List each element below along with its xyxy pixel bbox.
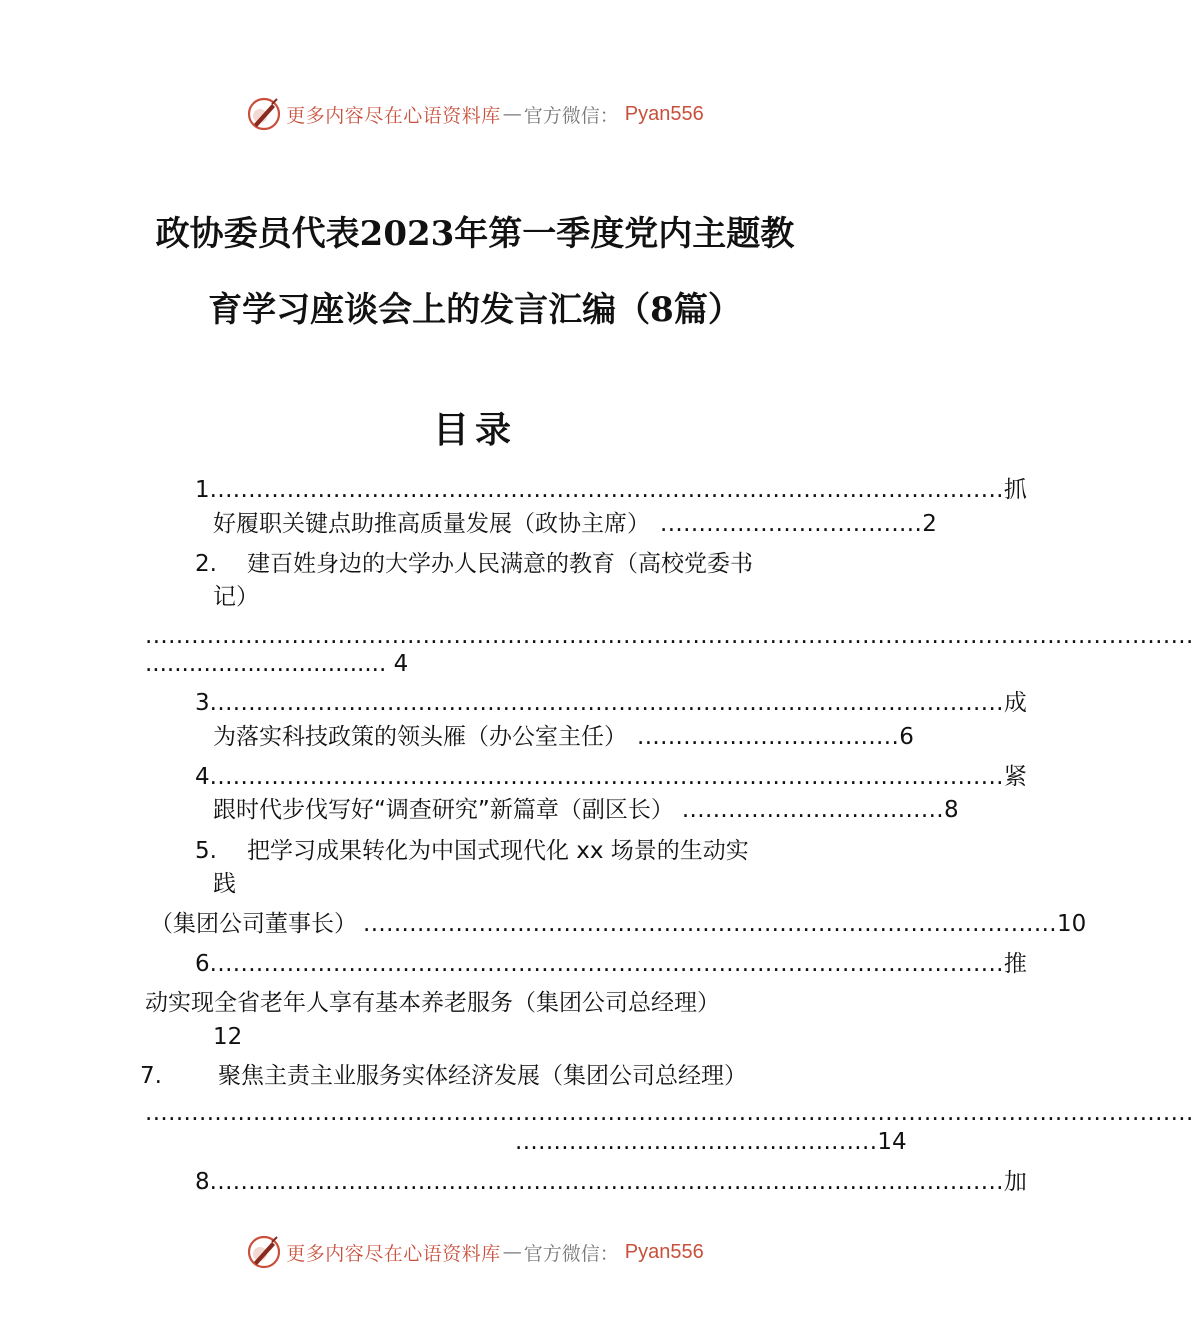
toc-entry-text: 跟时代步伐写好“调查研究”新篇章（副区长）	[213, 797, 674, 823]
toc-entry-2-continuation: 记）	[213, 584, 259, 610]
toc-page-number: 6	[899, 724, 914, 750]
dot-leader: .......................................................................................................	[209, 951, 1004, 977]
toc-entry-3-continuation[interactable]	[213, 722, 914, 752]
footer-banner	[0, 1232, 950, 1272]
dot-leader: ..................................	[660, 511, 923, 537]
banner-separator: —	[502, 1241, 522, 1263]
toc-entry-7[interactable]	[140, 1061, 747, 1091]
toc-entry-number: 7.	[140, 1063, 162, 1089]
toc-entry-5-page-row[interactable]	[150, 909, 1087, 939]
dot-leader-row	[145, 621, 1194, 651]
toc-entry-4[interactable]	[195, 762, 1027, 792]
toc-entry-2[interactable]	[195, 549, 753, 579]
toc-entry-4-continuation[interactable]	[213, 795, 959, 825]
dot-leader-row	[145, 1098, 1194, 1128]
dot-leader: .......................................................................................................	[209, 690, 1004, 716]
toc-entry-1-continuation[interactable]	[213, 509, 937, 539]
dot-leader: ..................................	[681, 797, 945, 823]
toc-page-number: 12	[213, 1024, 243, 1050]
banner-account: Pyan556	[624, 1240, 704, 1263]
dot-leader: ........................................................................................................................................	[145, 1100, 1194, 1126]
toc-entry-5-continuation: 践	[213, 871, 236, 897]
document-title-line-1: 政协委员代表2023年第一季度党内主题教	[155, 214, 795, 254]
pen-seal-logo-icon	[246, 1234, 282, 1270]
toc-entry-6-continuation: 动实现全省老年人享有基本养老服务（集团公司总经理）	[145, 990, 720, 1016]
banner-label: 官方微信：	[523, 104, 619, 127]
toc-entry-6[interactable]	[195, 949, 1027, 979]
toc-entry-7-page-row	[515, 1127, 907, 1157]
toc-entry-number: 3	[195, 690, 210, 716]
toc-entry-2-page-row	[145, 649, 408, 679]
toc-entry-lead: 成	[1003, 690, 1027, 716]
header-banner	[0, 94, 950, 134]
toc-page-number: 4	[393, 651, 409, 677]
toc-entry-text: 把学习成果转化为中国式现代化 xx 场景的生动实	[246, 838, 749, 864]
toc-page-number: 10	[1057, 911, 1087, 937]
toc-entry-lead: 加	[1003, 1169, 1027, 1195]
banner-text: 更多内容尽在心语资料库	[286, 104, 501, 127]
dot-leader: ...............................................	[515, 1129, 878, 1155]
toc-entry-8[interactable]	[195, 1167, 1027, 1197]
document-title-line-2: 育学习座谈会上的发言汇编（8篇）	[208, 290, 742, 330]
toc-entry-1[interactable]	[195, 475, 1027, 505]
toc-page-number: 14	[877, 1129, 907, 1155]
banner-text: 更多内容尽在心语资料库	[286, 1242, 501, 1265]
toc-entry-number: 2.	[195, 551, 217, 577]
toc-entry-lead: 紧	[1003, 764, 1027, 790]
banner-label: 官方微信：	[523, 1242, 619, 1265]
toc-entry-3[interactable]	[195, 688, 1027, 718]
toc-entry-number: 5.	[195, 838, 217, 864]
dot-leader: ........................................................................................................................................	[145, 623, 1194, 649]
toc-page-number: 2	[922, 511, 937, 537]
toc-entry-number: 4	[195, 764, 210, 790]
banner-account: Pyan556	[624, 102, 704, 125]
toc-entry-number: 8	[195, 1169, 210, 1195]
toc-entry-number: 1	[195, 477, 210, 503]
toc-entry-number: 6	[195, 951, 210, 977]
toc-heading: 目录	[432, 409, 517, 451]
banner-separator: —	[502, 103, 522, 125]
dot-leader: .......................................................................................................	[209, 764, 1004, 790]
dot-leader: ..................................	[637, 724, 900, 750]
toc-entry-text: 聚焦主责主业服务实体经济发展（集团公司总经理）	[217, 1063, 747, 1089]
toc-entry-text: 建百姓身边的大学办人民满意的教育（高校党委书	[246, 551, 753, 577]
toc-page-number: 8	[944, 797, 959, 823]
dot-leader: .................................	[145, 651, 387, 677]
toc-entry-lead: 抓	[1003, 477, 1027, 503]
pen-seal-logo-icon	[246, 96, 282, 132]
toc-entry-text: （集团公司董事长）	[150, 911, 357, 937]
toc-entry-lead: 推	[1003, 951, 1027, 977]
toc-entry-5[interactable]	[195, 836, 749, 866]
toc-entry-text: 为落实科技政策的领头雁（办公室主任）	[213, 724, 627, 750]
dot-leader: .......................................................................................................	[209, 477, 1004, 503]
dot-leader: .......................................................................................................	[209, 1169, 1004, 1195]
dot-leader: ..........................................................................................	[363, 911, 1057, 937]
toc-entry-text: 好履职关键点助推高质量发展（政协主席）	[213, 511, 650, 537]
